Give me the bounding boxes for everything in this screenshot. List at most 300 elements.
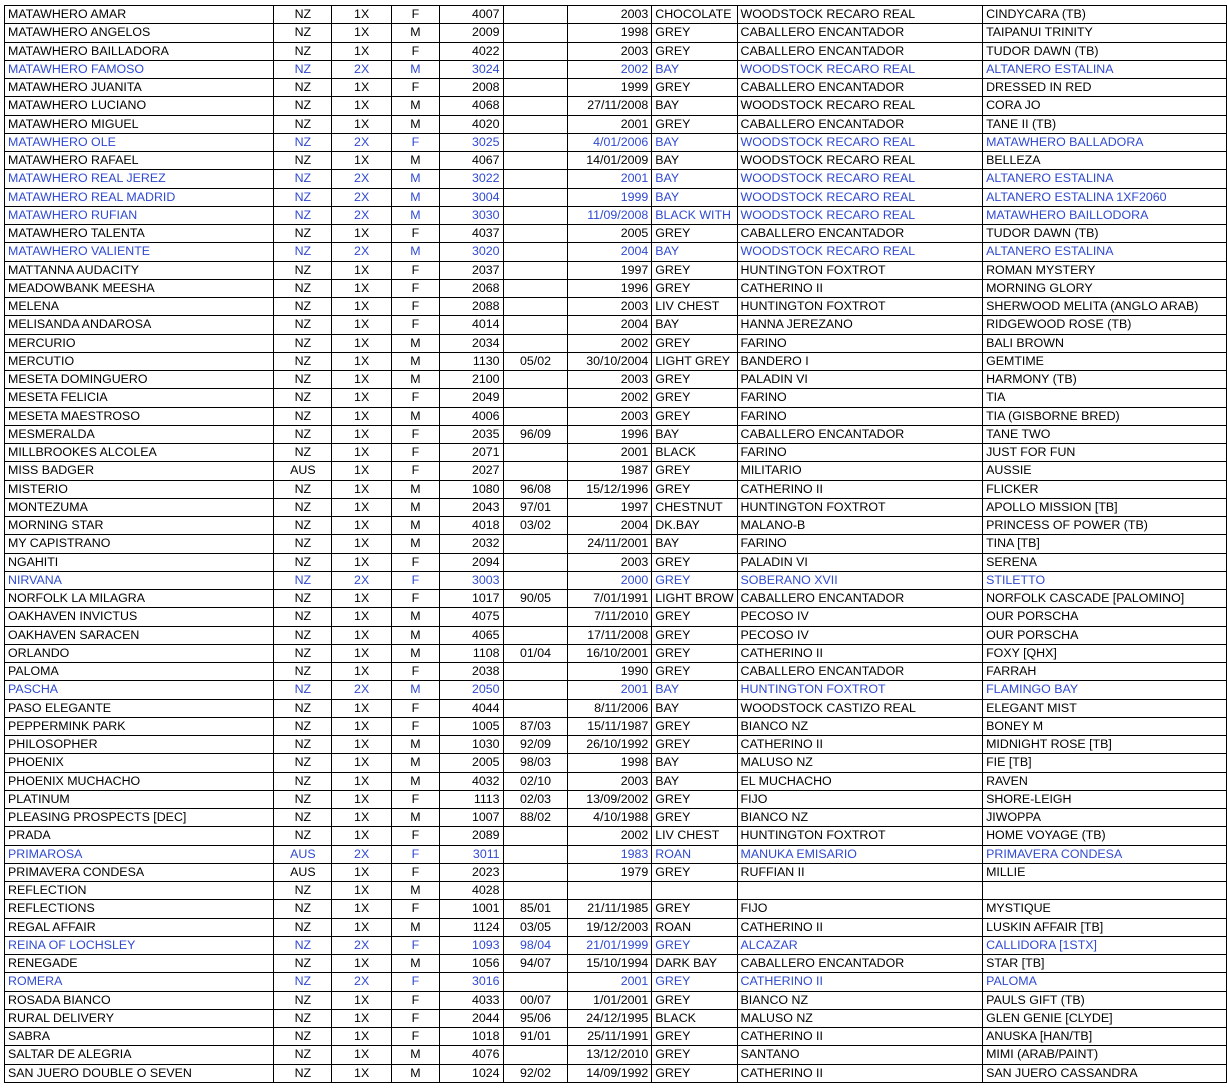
colour-cell[interactable]: ROAN <box>652 918 737 936</box>
foaled-date-cell[interactable]: 2003 <box>568 772 652 790</box>
colour-cell[interactable]: BAY <box>652 188 737 206</box>
inspection-cell[interactable] <box>503 462 568 480</box>
sire-cell[interactable]: WOODSTOCK RECARO REAL <box>737 60 983 78</box>
sire-cell[interactable]: RUFFIAN II <box>737 863 983 881</box>
grade-cell[interactable]: 1X <box>332 389 392 407</box>
sex-cell[interactable]: M <box>392 882 440 900</box>
sex-cell[interactable]: M <box>392 736 440 754</box>
reg-number-cell[interactable]: 3024 <box>439 60 503 78</box>
sex-cell[interactable]: F <box>392 790 440 808</box>
reg-number-cell[interactable]: 2038 <box>439 663 503 681</box>
sex-cell[interactable]: F <box>392 133 440 151</box>
grade-cell[interactable]: 1X <box>332 1009 392 1027</box>
foaled-date-cell[interactable]: 17/11/2008 <box>568 626 652 644</box>
sire-cell[interactable]: HANNA JEREZANO <box>737 316 983 334</box>
foaled-date-cell[interactable]: 2002 <box>568 827 652 845</box>
sex-cell[interactable]: F <box>392 425 440 443</box>
sire-cell[interactable]: SANTANO <box>737 1046 983 1064</box>
horse-name-cell[interactable]: MATAWHERO LUCIANO <box>5 97 274 115</box>
inspection-cell[interactable] <box>503 863 568 881</box>
sex-cell[interactable]: F <box>392 6 440 24</box>
dam-cell[interactable]: LUSKIN AFFAIR [TB] <box>983 918 1227 936</box>
sex-cell[interactable]: M <box>392 626 440 644</box>
grade-cell[interactable]: 1X <box>332 608 392 626</box>
sire-cell[interactable]: MANUKA EMISARIO <box>737 845 983 863</box>
inspection-cell[interactable]: 88/02 <box>503 809 568 827</box>
grade-cell[interactable]: 1X <box>332 991 392 1009</box>
foaled-date-cell[interactable]: 15/12/1996 <box>568 480 652 498</box>
horse-name-cell[interactable]: RENEGADE <box>5 955 274 973</box>
horse-name-cell[interactable]: PALOMA <box>5 663 274 681</box>
dam-cell[interactable]: OUR PORSCHA <box>983 608 1227 626</box>
grade-cell[interactable]: 1X <box>332 517 392 535</box>
sire-cell[interactable]: CATHERINO II <box>737 480 983 498</box>
sire-cell[interactable]: WOODSTOCK RECARO REAL <box>737 206 983 224</box>
horse-name-cell[interactable]: MATAWHERO MIGUEL <box>5 115 274 133</box>
sex-cell[interactable]: M <box>392 97 440 115</box>
colour-cell[interactable]: BLACK <box>652 444 737 462</box>
country-cell[interactable]: NZ <box>274 316 332 334</box>
dam-cell[interactable]: MIMI (ARAB/PAINT) <box>983 1046 1227 1064</box>
foaled-date-cell[interactable]: 2002 <box>568 60 652 78</box>
country-cell[interactable]: NZ <box>274 736 332 754</box>
foaled-date-cell[interactable]: 7/01/1991 <box>568 590 652 608</box>
grade-cell[interactable]: 1X <box>332 626 392 644</box>
grade-cell[interactable]: 2X <box>332 243 392 261</box>
colour-cell[interactable]: BLACK WITH <box>652 206 737 224</box>
sire-cell[interactable]: HUNTINGTON FOXTROT <box>737 681 983 699</box>
inspection-cell[interactable] <box>503 389 568 407</box>
inspection-cell[interactable] <box>503 152 568 170</box>
grade-cell[interactable]: 1X <box>332 42 392 60</box>
grade-cell[interactable]: 1X <box>332 644 392 662</box>
grade-cell[interactable]: 1X <box>332 480 392 498</box>
grade-cell[interactable]: 2X <box>332 170 392 188</box>
sire-cell[interactable]: MALUSO NZ <box>737 1009 983 1027</box>
dam-cell[interactable]: FARRAH <box>983 663 1227 681</box>
horse-name-cell[interactable]: MATAWHERO JUANITA <box>5 79 274 97</box>
colour-cell[interactable]: GREY <box>652 717 737 735</box>
sex-cell[interactable]: F <box>392 936 440 954</box>
sire-cell[interactable]: BIANCO NZ <box>737 991 983 1009</box>
inspection-cell[interactable] <box>503 42 568 60</box>
sex-cell[interactable]: M <box>392 352 440 370</box>
colour-cell[interactable]: GREY <box>652 115 737 133</box>
grade-cell[interactable]: 1X <box>332 115 392 133</box>
country-cell[interactable]: NZ <box>274 717 332 735</box>
foaled-date-cell[interactable]: 26/10/1992 <box>568 736 652 754</box>
reg-number-cell[interactable]: 1093 <box>439 936 503 954</box>
inspection-cell[interactable]: 87/03 <box>503 717 568 735</box>
colour-cell[interactable]: CHOCOLATE <box>652 6 737 24</box>
foaled-date-cell[interactable]: 1/01/2001 <box>568 991 652 1009</box>
inspection-cell[interactable] <box>503 225 568 243</box>
inspection-cell[interactable] <box>503 827 568 845</box>
dam-cell[interactable]: BONEY M <box>983 717 1227 735</box>
reg-number-cell[interactable]: 3022 <box>439 170 503 188</box>
country-cell[interactable]: NZ <box>274 133 332 151</box>
horse-name-cell[interactable]: MESETA DOMINGUERO <box>5 371 274 389</box>
inspection-cell[interactable] <box>503 626 568 644</box>
sex-cell[interactable]: F <box>392 863 440 881</box>
foaled-date-cell[interactable]: 2004 <box>568 316 652 334</box>
country-cell[interactable]: NZ <box>274 97 332 115</box>
foaled-date-cell[interactable]: 14/09/1992 <box>568 1064 652 1082</box>
dam-cell[interactable]: FLAMINGO BAY <box>983 681 1227 699</box>
foaled-date-cell[interactable]: 1999 <box>568 188 652 206</box>
colour-cell[interactable]: LIV CHEST <box>652 827 737 845</box>
colour-cell[interactable]: GREY <box>652 42 737 60</box>
inspection-cell[interactable] <box>503 243 568 261</box>
sire-cell[interactable]: PECOSO IV <box>737 608 983 626</box>
sex-cell[interactable]: M <box>392 608 440 626</box>
country-cell[interactable]: NZ <box>274 608 332 626</box>
sex-cell[interactable]: M <box>392 535 440 553</box>
inspection-cell[interactable]: 05/02 <box>503 352 568 370</box>
dam-cell[interactable]: TUDOR DAWN (TB) <box>983 42 1227 60</box>
sex-cell[interactable]: F <box>392 553 440 571</box>
horse-name-cell[interactable]: MERCURIO <box>5 334 274 352</box>
reg-number-cell[interactable]: 3020 <box>439 243 503 261</box>
grade-cell[interactable]: 1X <box>332 498 392 516</box>
horse-name-cell[interactable]: MISTERIO <box>5 480 274 498</box>
sire-cell[interactable]: WOODSTOCK RECARO REAL <box>737 243 983 261</box>
grade-cell[interactable]: 1X <box>332 225 392 243</box>
country-cell[interactable]: AUS <box>274 863 332 881</box>
inspection-cell[interactable] <box>503 608 568 626</box>
reg-number-cell[interactable]: 4065 <box>439 626 503 644</box>
inspection-cell[interactable] <box>503 60 568 78</box>
sire-cell[interactable] <box>737 882 983 900</box>
sire-cell[interactable]: HUNTINGTON FOXTROT <box>737 498 983 516</box>
country-cell[interactable]: NZ <box>274 918 332 936</box>
sire-cell[interactable]: CABALLERO ENCANTADOR <box>737 590 983 608</box>
dam-cell[interactable]: CINDYCARA (TB) <box>983 6 1227 24</box>
dam-cell[interactable]: APOLLO MISSION [TB] <box>983 498 1227 516</box>
country-cell[interactable]: NZ <box>274 225 332 243</box>
sire-cell[interactable]: WOODSTOCK CASTIZO REAL <box>737 699 983 717</box>
sire-cell[interactable]: FIJO <box>737 900 983 918</box>
dam-cell[interactable]: PALOMA <box>983 973 1227 991</box>
horse-name-cell[interactable]: MESMERALDA <box>5 425 274 443</box>
colour-cell[interactable]: GREY <box>652 663 737 681</box>
horse-name-cell[interactable]: MATTANNA AUDACITY <box>5 261 274 279</box>
reg-number-cell[interactable]: 2023 <box>439 863 503 881</box>
reg-number-cell[interactable]: 4006 <box>439 407 503 425</box>
sex-cell[interactable]: F <box>392 973 440 991</box>
country-cell[interactable]: NZ <box>274 498 332 516</box>
foaled-date-cell[interactable]: 2001 <box>568 444 652 462</box>
horse-name-cell[interactable]: REGAL AFFAIR <box>5 918 274 936</box>
dam-cell[interactable]: MATAWHERO BALLADORA <box>983 133 1227 151</box>
reg-number-cell[interactable]: 4033 <box>439 991 503 1009</box>
reg-number-cell[interactable]: 1001 <box>439 900 503 918</box>
grade-cell[interactable]: 1X <box>332 809 392 827</box>
country-cell[interactable]: NZ <box>274 1028 332 1046</box>
sex-cell[interactable]: F <box>392 663 440 681</box>
country-cell[interactable]: AUS <box>274 462 332 480</box>
sex-cell[interactable]: M <box>392 809 440 827</box>
grade-cell[interactable]: 1X <box>332 371 392 389</box>
reg-number-cell[interactable]: 2035 <box>439 425 503 443</box>
sex-cell[interactable]: F <box>392 316 440 334</box>
colour-cell[interactable]: BAY <box>652 133 737 151</box>
inspection-cell[interactable]: 97/01 <box>503 498 568 516</box>
colour-cell[interactable]: LIGHT GREY <box>652 352 737 370</box>
dam-cell[interactable]: NORFOLK CASCADE [PALOMINO] <box>983 590 1227 608</box>
dam-cell[interactable]: TIA (GISBORNE BRED) <box>983 407 1227 425</box>
sex-cell[interactable]: M <box>392 407 440 425</box>
reg-number-cell[interactable]: 2089 <box>439 827 503 845</box>
dam-cell[interactable]: FOXY [QHX] <box>983 644 1227 662</box>
dam-cell[interactable]: MIDNIGHT ROSE [TB] <box>983 736 1227 754</box>
reg-number-cell[interactable]: 2027 <box>439 462 503 480</box>
dam-cell[interactable]: JUST FOR FUN <box>983 444 1227 462</box>
sex-cell[interactable]: M <box>392 918 440 936</box>
colour-cell[interactable]: GREY <box>652 389 737 407</box>
grade-cell[interactable]: 1X <box>332 955 392 973</box>
dam-cell[interactable]: GEMTIME <box>983 352 1227 370</box>
country-cell[interactable]: NZ <box>274 152 332 170</box>
foaled-date-cell[interactable]: 14/01/2009 <box>568 152 652 170</box>
grade-cell[interactable]: 1X <box>332 790 392 808</box>
grade-cell[interactable]: 1X <box>332 1046 392 1064</box>
inspection-cell[interactable] <box>503 882 568 900</box>
sire-cell[interactable]: MALUSO NZ <box>737 754 983 772</box>
country-cell[interactable]: NZ <box>274 535 332 553</box>
dam-cell[interactable]: HOME VOYAGE (TB) <box>983 827 1227 845</box>
grade-cell[interactable]: 2X <box>332 571 392 589</box>
horse-name-cell[interactable]: PLEASING PROSPECTS [DEC] <box>5 809 274 827</box>
foaled-date-cell[interactable]: 30/10/2004 <box>568 352 652 370</box>
grade-cell[interactable]: 1X <box>332 736 392 754</box>
reg-number-cell[interactable]: 4014 <box>439 316 503 334</box>
grade-cell[interactable]: 2X <box>332 188 392 206</box>
grade-cell[interactable]: 1X <box>332 152 392 170</box>
sire-cell[interactable]: HUNTINGTON FOXTROT <box>737 261 983 279</box>
dam-cell[interactable]: ALTANERO ESTALINA <box>983 60 1227 78</box>
dam-cell[interactable]: SERENA <box>983 553 1227 571</box>
inspection-cell[interactable]: 00/07 <box>503 991 568 1009</box>
foaled-date-cell[interactable]: 21/11/1985 <box>568 900 652 918</box>
colour-cell[interactable]: GREY <box>652 1064 737 1082</box>
sex-cell[interactable]: M <box>392 24 440 42</box>
sire-cell[interactable]: CABALLERO ENCANTADOR <box>737 115 983 133</box>
dam-cell[interactable]: MORNING GLORY <box>983 279 1227 297</box>
foaled-date-cell[interactable]: 1987 <box>568 462 652 480</box>
inspection-cell[interactable]: 92/09 <box>503 736 568 754</box>
sire-cell[interactable]: FARINO <box>737 407 983 425</box>
inspection-cell[interactable]: 94/07 <box>503 955 568 973</box>
dam-cell[interactable]: JIWOPPA <box>983 809 1227 827</box>
sire-cell[interactable]: WOODSTOCK RECARO REAL <box>737 152 983 170</box>
country-cell[interactable]: NZ <box>274 626 332 644</box>
horse-name-cell[interactable]: REFLECTIONS <box>5 900 274 918</box>
sire-cell[interactable]: CABALLERO ENCANTADOR <box>737 42 983 60</box>
horse-name-cell[interactable]: NGAHITI <box>5 553 274 571</box>
sire-cell[interactable]: WOODSTOCK RECARO REAL <box>737 97 983 115</box>
country-cell[interactable]: NZ <box>274 170 332 188</box>
inspection-cell[interactable] <box>503 663 568 681</box>
horse-name-cell[interactable]: PHOENIX MUCHACHO <box>5 772 274 790</box>
inspection-cell[interactable] <box>503 571 568 589</box>
inspection-cell[interactable] <box>503 97 568 115</box>
horse-name-cell[interactable]: SAN JUERO DOUBLE O SEVEN <box>5 1064 274 1082</box>
foaled-date-cell[interactable]: 1997 <box>568 498 652 516</box>
colour-cell[interactable]: BAY <box>652 170 737 188</box>
country-cell[interactable]: NZ <box>274 571 332 589</box>
country-cell[interactable]: NZ <box>274 1009 332 1027</box>
reg-number-cell[interactable]: 4067 <box>439 152 503 170</box>
sire-cell[interactable]: CATHERINO II <box>737 736 983 754</box>
sex-cell[interactable]: F <box>392 900 440 918</box>
sex-cell[interactable]: M <box>392 955 440 973</box>
inspection-cell[interactable] <box>503 973 568 991</box>
sire-cell[interactable]: FIJO <box>737 790 983 808</box>
horse-name-cell[interactable]: MATAWHERO REAL JEREZ <box>5 170 274 188</box>
grade-cell[interactable]: 1X <box>332 535 392 553</box>
grade-cell[interactable]: 1X <box>332 334 392 352</box>
foaled-date-cell[interactable]: 2001 <box>568 115 652 133</box>
reg-number-cell[interactable]: 2005 <box>439 754 503 772</box>
sex-cell[interactable]: F <box>392 389 440 407</box>
country-cell[interactable]: NZ <box>274 115 332 133</box>
horse-name-cell[interactable]: ROSADA BIANCO <box>5 991 274 1009</box>
grade-cell[interactable]: 2X <box>332 681 392 699</box>
sire-cell[interactable]: CABALLERO ENCANTADOR <box>737 24 983 42</box>
reg-number-cell[interactable]: 2050 <box>439 681 503 699</box>
inspection-cell[interactable] <box>503 316 568 334</box>
country-cell[interactable]: NZ <box>274 809 332 827</box>
foaled-date-cell[interactable]: 15/11/1987 <box>568 717 652 735</box>
sex-cell[interactable]: F <box>392 298 440 316</box>
inspection-cell[interactable]: 01/04 <box>503 644 568 662</box>
horse-name-cell[interactable]: PRIMAROSA <box>5 845 274 863</box>
reg-number-cell[interactable]: 3004 <box>439 188 503 206</box>
sire-cell[interactable]: SOBERANO XVII <box>737 571 983 589</box>
grade-cell[interactable]: 1X <box>332 772 392 790</box>
sire-cell[interactable]: EL MUCHACHO <box>737 772 983 790</box>
colour-cell[interactable]: GREY <box>652 225 737 243</box>
inspection-cell[interactable]: 98/04 <box>503 936 568 954</box>
sex-cell[interactable]: M <box>392 754 440 772</box>
reg-number-cell[interactable]: 4028 <box>439 882 503 900</box>
foaled-date-cell[interactable]: 16/10/2001 <box>568 644 652 662</box>
inspection-cell[interactable]: 02/10 <box>503 772 568 790</box>
foaled-date-cell[interactable]: 1996 <box>568 425 652 443</box>
colour-cell[interactable] <box>652 882 737 900</box>
colour-cell[interactable]: GREY <box>652 407 737 425</box>
inspection-cell[interactable] <box>503 79 568 97</box>
grade-cell[interactable]: 2X <box>332 60 392 78</box>
colour-cell[interactable]: BAY <box>652 754 737 772</box>
country-cell[interactable]: NZ <box>274 243 332 261</box>
horse-name-cell[interactable]: NORFOLK LA MILAGRA <box>5 590 274 608</box>
colour-cell[interactable]: GREY <box>652 24 737 42</box>
reg-number-cell[interactable]: 2049 <box>439 389 503 407</box>
grade-cell[interactable]: 1X <box>332 699 392 717</box>
grade-cell[interactable]: 2X <box>332 973 392 991</box>
horse-name-cell[interactable]: SALTAR DE ALEGRIA <box>5 1046 274 1064</box>
inspection-cell[interactable] <box>503 1046 568 1064</box>
reg-number-cell[interactable]: 4022 <box>439 42 503 60</box>
colour-cell[interactable]: BAY <box>652 425 737 443</box>
horse-name-cell[interactable]: MORNING STAR <box>5 517 274 535</box>
horse-name-cell[interactable]: PRIMAVERA CONDESA <box>5 863 274 881</box>
sex-cell[interactable]: F <box>392 845 440 863</box>
foaled-date-cell[interactable]: 27/11/2008 <box>568 97 652 115</box>
horse-name-cell[interactable]: OAKHAVEN SARACEN <box>5 626 274 644</box>
country-cell[interactable]: NZ <box>274 517 332 535</box>
colour-cell[interactable]: BAY <box>652 97 737 115</box>
inspection-cell[interactable] <box>503 298 568 316</box>
country-cell[interactable]: NZ <box>274 553 332 571</box>
sire-cell[interactable]: CATHERINO II <box>737 1028 983 1046</box>
country-cell[interactable]: NZ <box>274 42 332 60</box>
sex-cell[interactable]: M <box>392 152 440 170</box>
colour-cell[interactable]: GREY <box>652 936 737 954</box>
foaled-date-cell[interactable]: 13/12/2010 <box>568 1046 652 1064</box>
horse-name-cell[interactable]: SABRA <box>5 1028 274 1046</box>
foaled-date-cell[interactable]: 1979 <box>568 863 652 881</box>
sex-cell[interactable]: M <box>392 170 440 188</box>
colour-cell[interactable]: GREY <box>652 553 737 571</box>
sex-cell[interactable]: M <box>392 517 440 535</box>
foaled-date-cell[interactable]: 19/12/2003 <box>568 918 652 936</box>
sex-cell[interactable]: F <box>392 42 440 60</box>
horse-name-cell[interactable]: REINA OF LOCHSLEY <box>5 936 274 954</box>
colour-cell[interactable]: GREY <box>652 973 737 991</box>
reg-number-cell[interactable]: 4007 <box>439 6 503 24</box>
grade-cell[interactable]: 2X <box>332 206 392 224</box>
horse-name-cell[interactable]: REFLECTION <box>5 882 274 900</box>
sire-cell[interactable]: BIANCO NZ <box>737 809 983 827</box>
country-cell[interactable]: AUS <box>274 845 332 863</box>
country-cell[interactable]: NZ <box>274 772 332 790</box>
grade-cell[interactable]: 1X <box>332 663 392 681</box>
country-cell[interactable]: NZ <box>274 425 332 443</box>
sire-cell[interactable]: CABALLERO ENCANTADOR <box>737 79 983 97</box>
sire-cell[interactable]: WOODSTOCK RECARO REAL <box>737 6 983 24</box>
sire-cell[interactable]: CATHERINO II <box>737 973 983 991</box>
inspection-cell[interactable]: 96/09 <box>503 425 568 443</box>
grade-cell[interactable]: 1X <box>332 462 392 480</box>
dam-cell[interactable]: FLICKER <box>983 480 1227 498</box>
inspection-cell[interactable]: 91/01 <box>503 1028 568 1046</box>
country-cell[interactable]: NZ <box>274 60 332 78</box>
sex-cell[interactable]: F <box>392 462 440 480</box>
colour-cell[interactable]: GREY <box>652 644 737 662</box>
sex-cell[interactable]: M <box>392 243 440 261</box>
grade-cell[interactable]: 2X <box>332 845 392 863</box>
foaled-date-cell[interactable]: 15/10/1994 <box>568 955 652 973</box>
country-cell[interactable]: NZ <box>274 827 332 845</box>
inspection-cell[interactable] <box>503 133 568 151</box>
country-cell[interactable]: NZ <box>274 900 332 918</box>
dam-cell[interactable]: TIA <box>983 389 1227 407</box>
country-cell[interactable]: NZ <box>274 590 332 608</box>
sex-cell[interactable]: F <box>392 279 440 297</box>
colour-cell[interactable]: LIV CHEST <box>652 298 737 316</box>
country-cell[interactable]: NZ <box>274 790 332 808</box>
sire-cell[interactable]: CATHERINO II <box>737 644 983 662</box>
grade-cell[interactable]: 1X <box>332 261 392 279</box>
foaled-date-cell[interactable]: 24/12/1995 <box>568 1009 652 1027</box>
inspection-cell[interactable] <box>503 845 568 863</box>
colour-cell[interactable]: GREY <box>652 991 737 1009</box>
reg-number-cell[interactable]: 4037 <box>439 225 503 243</box>
sire-cell[interactable]: FARINO <box>737 389 983 407</box>
